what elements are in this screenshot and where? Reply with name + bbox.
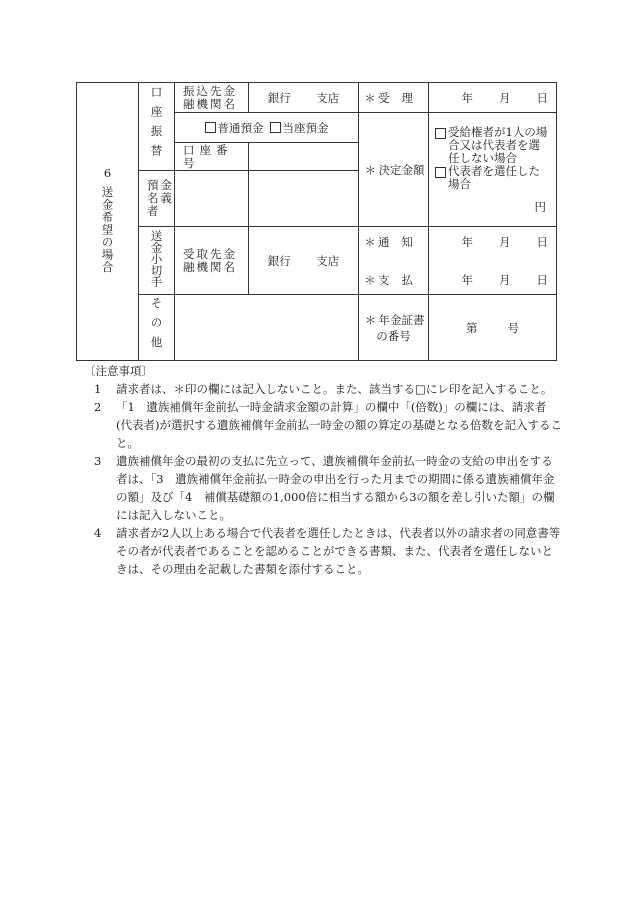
note-item: 2 「1 遺族補償年金前払一時金請求金額の計算」の欄中「(倍数)」の欄には、請求者(代表者)が選択する遺族補償年金前払一時金の額の算定の基礎となる倍数を記入すること。 xyxy=(94,400,562,450)
note-item: 1 請求者は、＊印の欄には記入しないこと。また、該当する□にレ印を記入すること。 xyxy=(94,382,553,396)
other-heading xyxy=(139,295,175,361)
checkbox-icon xyxy=(435,167,446,178)
check-label: 送金小切手 xyxy=(149,230,164,288)
pension-no-label: 年金証書の番号 xyxy=(376,312,425,343)
notice-payment-date-field[interactable] xyxy=(429,227,557,295)
check-bank-label: 受取先金融機関名 xyxy=(175,227,249,295)
receipt-label-cell: ＊ 受理 xyxy=(359,83,429,113)
section-number: 6 xyxy=(103,166,112,181)
account-holder-field[interactable] xyxy=(175,171,249,227)
deposit-type-field xyxy=(175,113,359,143)
decision-option-2: 代表者を選任した場合 xyxy=(448,163,540,191)
month-label: 月 xyxy=(499,234,511,249)
receipt-label: 受理 xyxy=(378,90,425,105)
account-holder-label: 預金名義者 xyxy=(139,171,175,227)
decision-amount-label-cell: ＊ 決定金額 xyxy=(359,113,429,227)
decision-amount-field[interactable] xyxy=(429,113,557,227)
deposit-option-ordinary[interactable]: 普通預金 xyxy=(205,120,264,136)
bank-suffix: 銀行 xyxy=(267,90,291,105)
year-label: 年 xyxy=(461,90,473,105)
pension-no-label-cell: ＊ 年金証書の番号 xyxy=(359,295,429,361)
dai-label: 第 xyxy=(466,320,478,335)
day-label: 日 xyxy=(536,234,548,249)
decision-amount-label: 決定金額 xyxy=(378,162,425,177)
account-no-label: 口座番号 xyxy=(175,143,249,171)
day-label: 日 xyxy=(536,272,548,287)
notes-section xyxy=(84,362,562,578)
note-item: 3 遺族補償年金の最初の支払に先立って、遺族補償年金前払一時金の支給の申出をする者は、「3 遺族補償年金前払一時金の申出を行った月までの期間に係る遺族補償年金の額」及び「4 補償基礎額の1,000倍に相当する額から3の額を差し引いた額」の欄には記入しないこと。 xyxy=(94,454,555,522)
section-6-heading xyxy=(77,83,139,361)
remittance-form-table xyxy=(76,82,557,361)
checkbox-icon xyxy=(435,128,446,139)
yen-unit: 円 xyxy=(534,199,546,214)
year-label: 年 xyxy=(461,234,473,249)
branch-suffix: 支店 xyxy=(316,253,340,268)
year-label: 年 xyxy=(461,272,473,287)
deposit-option-current[interactable]: 当座預金 xyxy=(270,120,329,136)
transfer-bank-field[interactable] xyxy=(249,83,359,113)
notes-heading: 〔注意事項〕 xyxy=(84,364,153,378)
payment-label: 支払 xyxy=(378,272,425,287)
other-label: その他 xyxy=(149,296,164,356)
day-label: 日 xyxy=(536,90,548,105)
bank-suffix: 銀行 xyxy=(267,253,291,268)
section-title: 送金希望の場合 xyxy=(100,186,115,274)
notice-payment-labels: ＊ 通知 ＊ 支払 xyxy=(359,227,429,295)
transfer-label: 口座振替 xyxy=(149,86,164,164)
transfer-heading xyxy=(139,83,175,171)
check-heading xyxy=(139,227,175,295)
month-label: 月 xyxy=(499,272,511,287)
transfer-bank-label: 振込先金融機関名 xyxy=(175,83,249,113)
branch-suffix: 支店 xyxy=(316,90,340,105)
go-label: 号 xyxy=(507,320,519,335)
other-field[interactable] xyxy=(175,295,359,361)
decision-option-1: 受給権者が1人の場合又は代表者を選任しない場合 xyxy=(448,124,548,165)
account-no-field[interactable] xyxy=(249,143,359,171)
note-item: 4 請求者が2人以上ある場合で代表者を選任したときは、代表者以外の請求者の同意書等その者が代表者であることを認めることができる書類、また、代表者を選任しないときは、その理由を記載した書類を添付すること。 xyxy=(94,526,561,576)
notice-label: 通知 xyxy=(378,234,425,249)
receipt-date-field[interactable] xyxy=(429,83,557,113)
checkbox-icon xyxy=(270,122,281,133)
check-bank-field[interactable] xyxy=(249,227,359,295)
checkbox-icon xyxy=(205,122,216,133)
pension-no-field[interactable] xyxy=(429,295,557,361)
month-label: 月 xyxy=(499,90,511,105)
